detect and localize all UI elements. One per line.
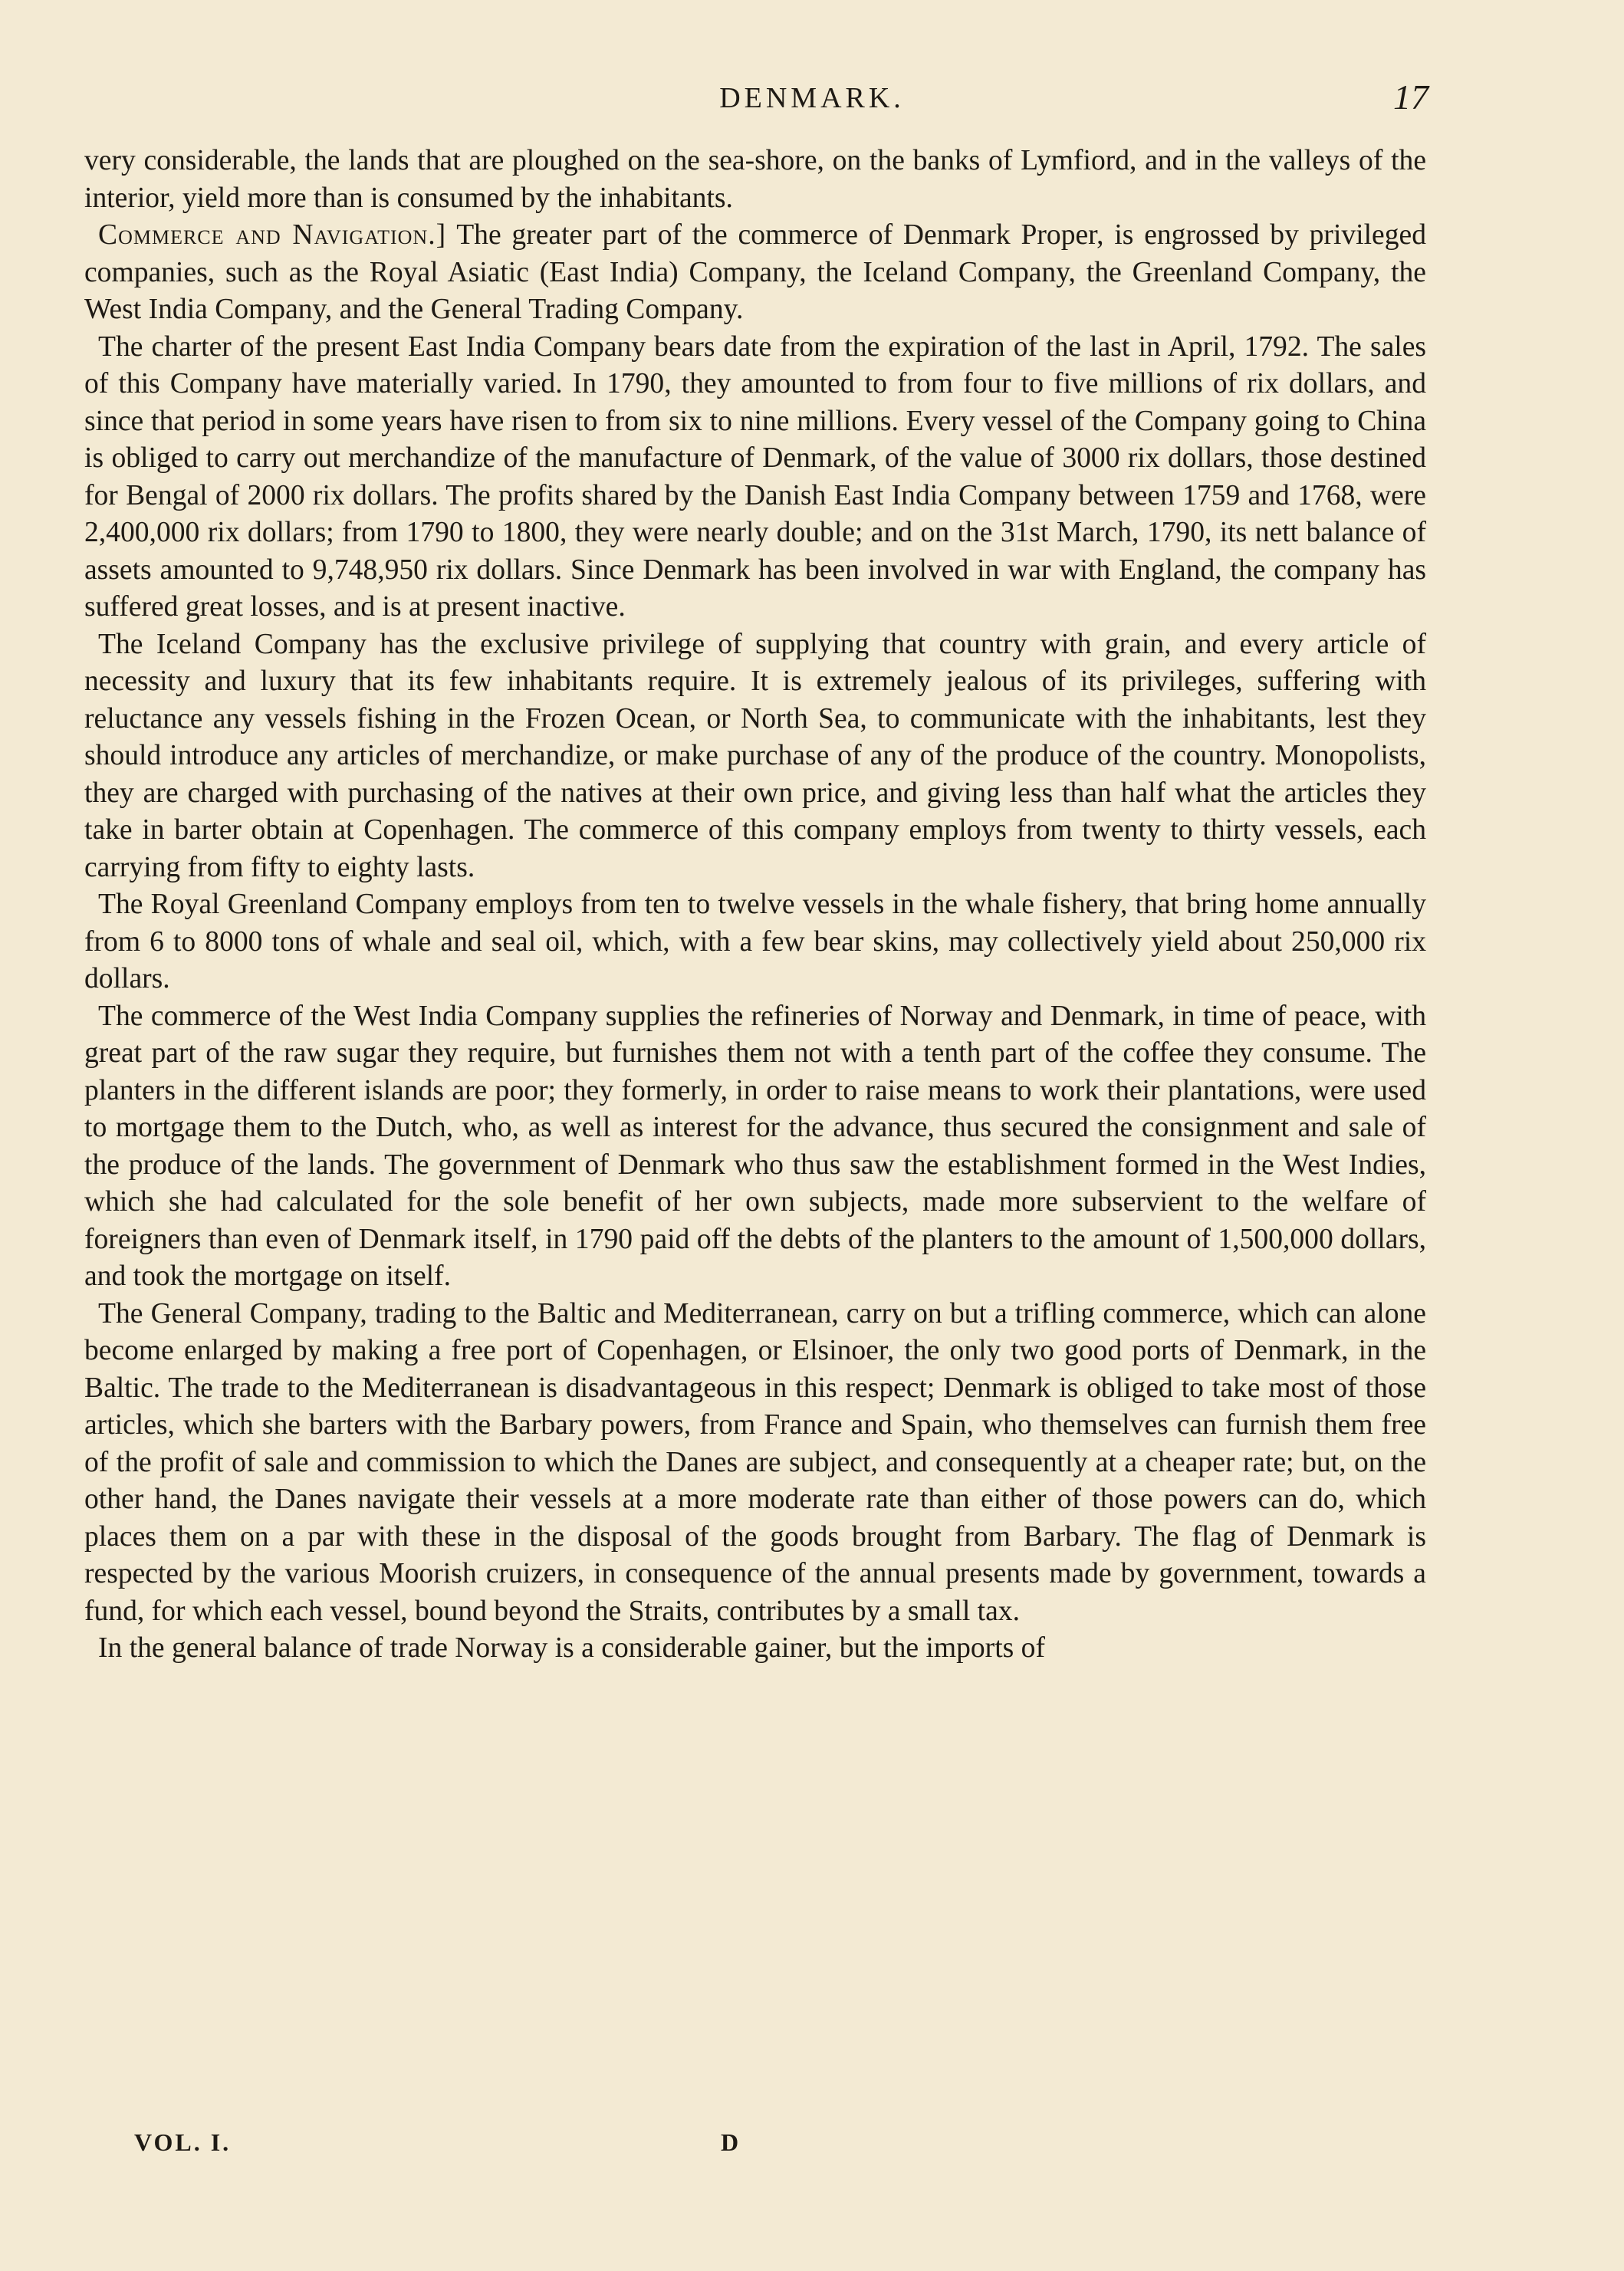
paragraph-2 — [84, 217, 1426, 329]
body-text — [84, 143, 1426, 1668]
page-number: 17 — [1393, 77, 1428, 117]
running-title: DENMARK. — [719, 82, 905, 114]
paragraph-6: The commerce of the West India Company supplies the refineries of Norway and Denmark, in time of peace, with great part of the raw sugar they require, but furnishes them not with a tenth part of the coffee they consume. The planters in the different islands are poor; they formerly, in order to raise means to work their plantations, were used to mortgage them to the Dutch, who, as well as interest for the advance, thus secured the consignment and sale of the produce of the lands. The government of Denmark who thus saw the establishment formed in the West Indies, which she had calculated for the sole benefit of her own subjects, made more subservient to the welfare of foreigners than even of Denmark itself, in 1790 paid off the debts of the planters to the amount of 1,500,000 dollars, and took the mortgage on itself. — [84, 1000, 1426, 1292]
paragraph-5: The Royal Greenland Company employs from ten to twelve vessels in the whale fishery, that bring home annually from 6 to 8000 tons of whale and seal oil, which, with a few bear skins, may collectively yield about 250,000 rix dollars. — [84, 889, 1426, 994]
page-footer — [0, 2128, 1624, 2167]
paragraph-7: The General Company, trading to the Baltic and Mediterranean, carry on but a trifling commerce, which can alone become enlarged by making a free port of Copenhagen, or Elsinoer, the only two good ports of Denmark, in the Baltic. The trade to the Mediterranean is disadvantageous in this respect; Denmark is obliged to take most of those articles, which she barters with the Barbary powers, from France and Spain, who themselves can furnish them free of the profit of sale and commission to which the Danes are subject, and consequently at a cheaper rate; but, on the other hand, the Danes navigate their vessels at a more moderate rate than either of those powers can do, which places them on a par with these in the disposal of the goods brought from Barbary. The flag of Denmark is respected by the various Moorish cruizers, in consequence of the annual presents made by government, towards a fund, for which each vessel, bound beyond the Straits, contributes by a small tax. — [84, 1297, 1426, 1627]
section-heading: Commerce and Navigation.] — [98, 219, 447, 251]
signature-mark: D — [721, 2128, 741, 2156]
paragraph-3: The charter of the present East India Company bears date from the expiration of the last in April, 1792. The sales of this Company have materially varied. In 1790, they amounted to from four to five millions of rix dollars, and since that period in some years have risen to from six to nine millions. Every vessel of the Company going to China is obliged to carry out merchandize of the manufacture of Denmark, of the value of 3000 rix dollars, those destined for Bengal of 2000 rix dollars. The profits shared by the Danish East India Company between 1759 and 1768, were 2,400,000 rix dollars; from 1790 to 1800, they were nearly double; and on the 31st March, 1790, its nett balance of assets amounted to 9,748,950 rix dollars. Since Denmark has been involved in war with England, the company has suffered great losses, and is at present inactive. — [84, 330, 1426, 623]
paragraph-8: In the general balance of trade Norway is a considerable gainer, but the imports of — [98, 1632, 1045, 1664]
paragraph-4: The Iceland Company has the exclusive privilege of supplying that country with grain, and every article of necessity and luxury that its few inhabitants require. It is extremely jealous of its privileges, suffering with reluctance any vessels fishing in the Frozen Ocean, or North Sea, to communicate with the inhabitants, lest they should introduce any articles of merchandize, or make purchase of any of the produce of the country. Monopolists, they are charged with purchasing of the natives at their own price, and giving less than half what the articles they take in barter obtain at Copenhagen. The commerce of this company employs from twenty to thirty vessels, each carrying from fifty to eighty lasts. — [84, 628, 1426, 883]
paragraph-1: very considerable, the lands that are ploughed on the sea-shore, on the banks of Lymfiord, and in the valleys of the interior, yield more than is consumed by the inhabitants. — [84, 145, 1426, 214]
volume-label: VOL. I. — [134, 2128, 232, 2156]
running-head — [0, 77, 1624, 123]
paragraph-text: The greater part of the commerce of Denmark Proper, is engrossed by privileged companies, such as the Royal Asiatic (East India) Company, the Iceland Company, the Greenland Company, the West India Company, and the General Trading Company. — [84, 219, 1426, 325]
